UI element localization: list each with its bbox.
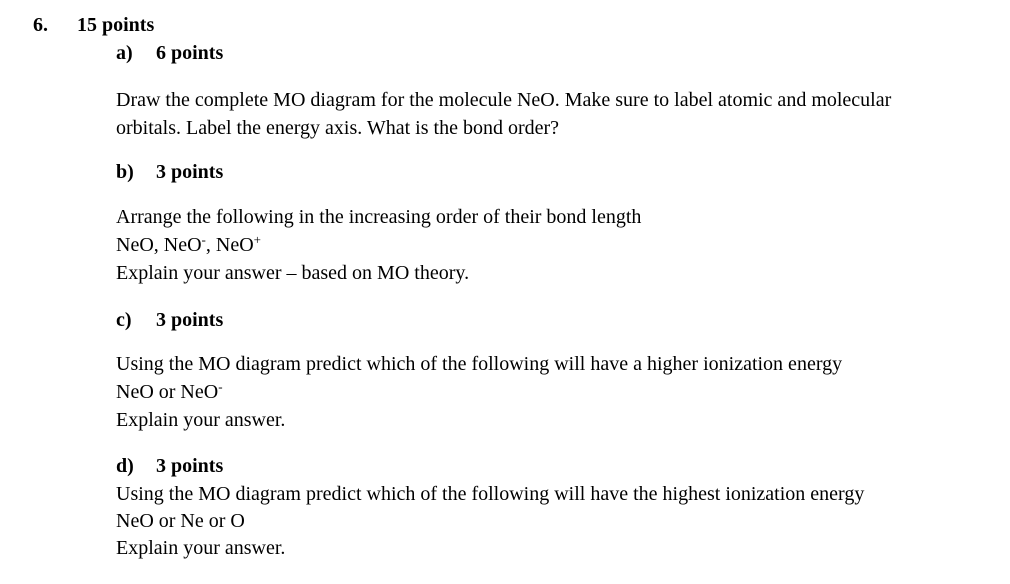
question-number: 6. xyxy=(33,14,48,36)
part-d-points: 3 points xyxy=(156,455,224,477)
species-neo-cation: , NeO xyxy=(205,234,254,256)
part-d-intro: Using the MO diagram predict which of the following will have the highest ionization energy xyxy=(116,483,865,505)
part-b-points: 3 points xyxy=(156,161,224,183)
part-a-line-1: Draw the complete MO diagram for the molecule NeO. Make sure to label atomic and molecular xyxy=(116,89,892,111)
species-neo-or-neo-anion: NeO or NeO xyxy=(116,381,219,403)
species-neo-neo-anion: NeO, NeO xyxy=(116,234,202,256)
part-c-letter: c) xyxy=(116,309,132,331)
part-c-intro: Using the MO diagram predict which of the following will have a higher ionization energy xyxy=(116,353,843,375)
part-b-species xyxy=(116,233,261,257)
part-c-species xyxy=(116,380,223,404)
cation-charge: + xyxy=(253,232,261,247)
part-a-line-2: orbitals. Label the energy axis. What is the bond order? xyxy=(116,117,560,139)
part-d-letter: d) xyxy=(116,455,134,477)
anion-charge: - xyxy=(218,379,223,394)
part-c-explain: Explain your answer. xyxy=(116,409,286,431)
part-c-points: 3 points xyxy=(156,309,224,331)
part-a-points: 6 points xyxy=(156,42,224,64)
question-points: 15 points xyxy=(77,14,155,36)
part-b-letter: b) xyxy=(116,161,134,183)
anion-charge: - xyxy=(201,232,206,247)
part-b-explain: Explain your answer – based on MO theory. xyxy=(116,262,470,284)
part-a-letter: a) xyxy=(116,42,133,64)
part-b-intro: Arrange the following in the increasing order of their bond length xyxy=(116,206,642,228)
part-d-explain: Explain your answer. xyxy=(116,537,286,559)
part-d-species: NeO or Ne or O xyxy=(116,510,245,532)
